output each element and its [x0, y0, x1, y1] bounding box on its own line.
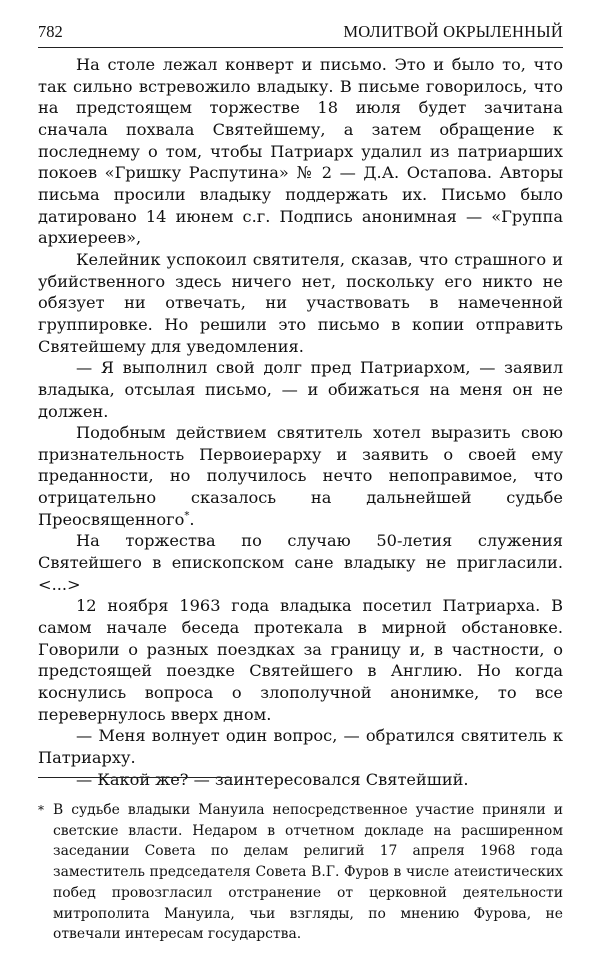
paragraph-text: Подобным действием святитель хотел выразить свою признательность Первоиерарху и заявить о своей ему преданности, но получилось нечто непоправимое, что отрицательно сказалось на дальнейшей судьбе Преосвященного [38, 423, 563, 529]
paragraph: Келейник успокоил святителя, сказав, что страшного и убийственного здесь ничего нет, поскольку его никто не обязует ни отвечать, ни участвовать в намеченной группировке. Но решили это письмо в копии отправить Святейшему для уведомления. [38, 249, 563, 356]
page-number: 782 [38, 22, 63, 41]
footnote-text: В судьбе владыки Мануила непосредственное участие приняли и светские власти. Недаром в отчетном докладе на расширенном заседании Совета по делам религий 17 апреля 1968 года заместитель председателя Совета В.Г. Фуров в числе атеистических побед провозгласил отстранение от церковной деятельности митрополита Мануила, чьи взгляды, по мнению Фурова, не отвечали интересам государства. [53, 802, 563, 943]
footnote-reference[interactable]: * [184, 510, 190, 522]
paragraph: — Какой же? — заинтересовался Святейший. [76, 769, 469, 789]
paragraph: — Меня волнует один вопрос, — обратился святитель к Патриарху. [38, 726, 563, 767]
running-title: МОЛИТВОЙ ОКРЫЛЕННЫЙ [343, 22, 563, 41]
footnote-mark: * [38, 803, 44, 817]
paragraph-with-footnote [38, 422, 563, 530]
footnote [38, 800, 563, 945]
paragraph: На столе лежал конверт и письмо. Это и было то, что так сильно встревожило владыку. В письме говорилось, что на предстоящем торжестве 18 июля будет зачитана сначала похвала Святейшему, а затем обращение к последнему о том, чтобы Патриарх удалил из патриарших покоев «Гришку Распутина» № 2 — Д.А. Остапова. Авторы письма просили владыку поддержать их. Письмо было датировано 14 июнем с.г. Подпись анонимная — «Группа архиереев», [38, 55, 563, 248]
running-head [38, 22, 563, 44]
header-rule [38, 47, 563, 48]
paragraph: 12 ноября 1963 года владыка посетил Патриарха. В самом начале беседа протекала в мирной обстановке. Говорили о разных поездках за границу и, в частности, о предстоящей поездке Святейшего в Англию. Но когда коснулись вопроса о злополучной анонимке, то все перевернулось вверх дном. [38, 596, 563, 724]
paragraph-end-punct: . [189, 509, 195, 529]
footnote-separator [38, 777, 232, 778]
paragraph: — Я выполнил свой долг пред Патриархом, — заявил владыка, отсылая письмо, — и обижаться на меня он не должен. [38, 358, 563, 421]
paragraph: На торжества по случаю 50-летия служения Святейшего в епископском сане владыку не пригласили. <...> [38, 531, 563, 594]
main-text [38, 54, 563, 790]
